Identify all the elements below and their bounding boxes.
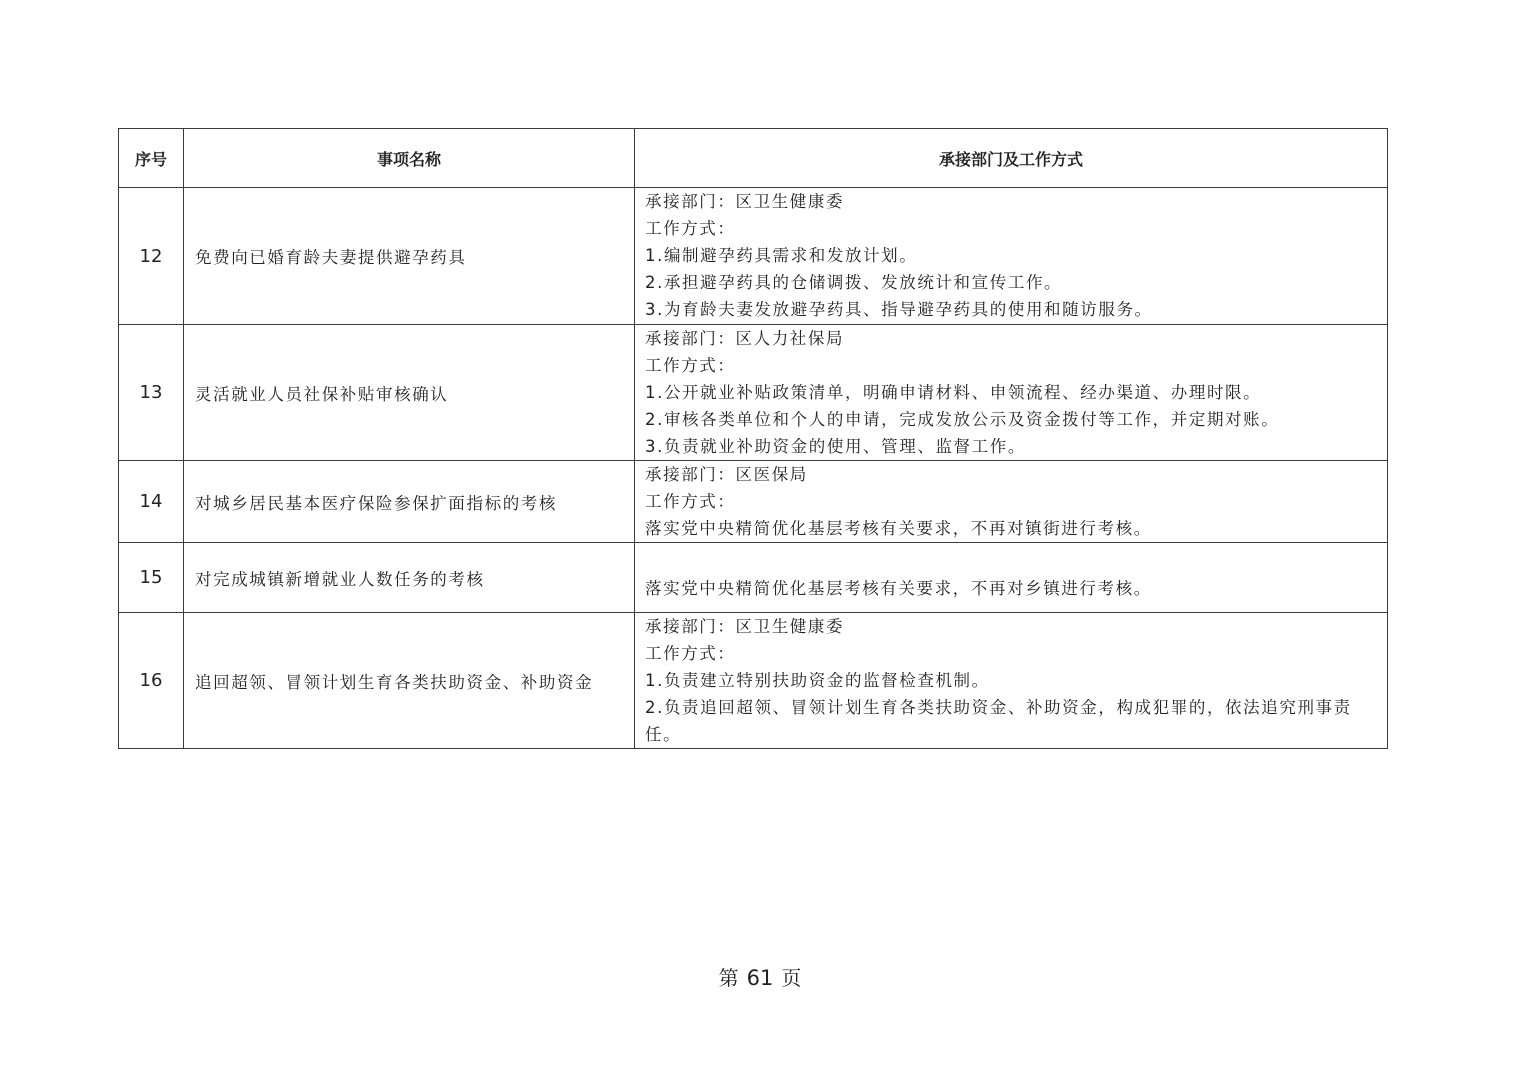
page-number [0,962,1520,991]
dept-line: 落实党中央精简优化基层考核有关要求，不再对镇街进行考核。 [645,519,1152,538]
dept-line: 2.承担避孕药具的仓储调拨、发放统计和宣传工作。 [645,273,1063,292]
page-number-value: 61 [746,966,774,990]
dept-line: 2.负责追回超领、冒领计划生育各类扶助资金、补助资金，构成犯罪的，依法追究刑事责任。 [645,698,1352,744]
dept-line: 承接部门：区卫生健康委 [645,192,845,211]
item-name: 灵活就业人员社保补贴审核确认 [184,325,635,461]
item-name: 对城乡居民基本医疗保险参保扩面指标的考核 [184,461,635,543]
dept-line: 工作方式： [645,492,736,511]
row-number: 15 [119,543,184,613]
row-number: 12 [119,188,184,325]
item-name: 免费向已婚育龄夫妻提供避孕药具 [184,188,635,325]
header-dept: 承接部门及工作方式 [635,129,1388,188]
dept-method [635,325,1388,461]
dept-method [635,188,1388,325]
item-name: 对完成城镇新增就业人数任务的考核 [184,543,635,613]
table-row [119,461,1388,543]
dept-line: 3.为育龄夫妻发放避孕药具、指导避孕药具的使用和随访服务。 [645,300,1153,319]
header-no: 序号 [119,129,184,188]
dept-line: 承接部门：区人力社保局 [645,329,845,348]
dept-line: 工作方式： [645,356,736,375]
dept-line: 1.负责建立特别扶助资金的监督检查机制。 [645,671,990,690]
page-number-suffix: 页 [781,966,802,990]
row-number: 14 [119,461,184,543]
table-row [119,613,1388,749]
dept-line: 落实党中央精简优化基层考核有关要求，不再对乡镇进行考核。 [645,579,1152,598]
responsibility-table [118,128,1388,749]
row-number: 16 [119,613,184,749]
dept-line: 1.编制避孕药具需求和发放计划。 [645,246,918,265]
header-name: 事项名称 [184,129,635,188]
table-header-row [119,129,1388,188]
table-row [119,188,1388,325]
dept-line: 1.公开就业补贴政策清单，明确申请材料、申领流程、经办渠道、办理时限。 [645,383,1262,402]
table-row [119,543,1388,613]
row-number: 13 [119,325,184,461]
page-number-prefix: 第 [718,966,739,990]
dept-line: 承接部门：区医保局 [645,465,808,484]
dept-line: 工作方式： [645,219,736,238]
dept-line: 工作方式： [645,644,736,663]
item-name: 追回超领、冒领计划生育各类扶助资金、补助资金 [184,613,635,749]
dept-method [635,543,1388,613]
dept-method [635,613,1388,749]
dept-line: 3.负责就业补助资金的使用、管理、监督工作。 [645,437,1026,456]
dept-line: 承接部门：区卫生健康委 [645,617,845,636]
table-row [119,325,1388,461]
dept-method [635,461,1388,543]
dept-line: 2.审核各类单位和个人的申请，完成发放公示及资金拨付等工作，并定期对账。 [645,410,1280,429]
